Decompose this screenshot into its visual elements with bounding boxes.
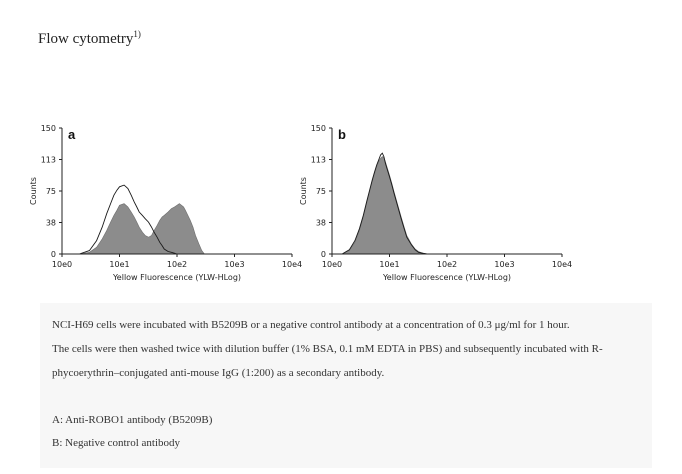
y-tick-label: 75 (315, 187, 326, 196)
x-axis-label: Yellow Fluorescence (YLW-HLog) (112, 273, 242, 282)
chart-svg (290, 118, 590, 293)
description-line-2: The cells were then washed twice with dilution buffer (1% BSA, 0.1 mM EDTA in PBS) and subsequently incubated with R- (52, 343, 603, 355)
x-tick-label: 10e4 (551, 260, 573, 269)
x-tick-label: 10e0 (321, 260, 343, 269)
y-axis-label: Counts (29, 177, 38, 205)
x-tick-label: 10e1 (379, 260, 400, 269)
y-tick-label: 113 (310, 155, 326, 165)
description-line-3: phycoerythrin–conjugated anti-mouse IgG (1:200) as a secondary antibody. (52, 367, 385, 379)
x-tick-label: 10e2 (436, 260, 458, 269)
x-tick-label: 10e3 (224, 260, 245, 269)
description-box (40, 303, 652, 468)
y-tick-label: 113 (40, 155, 56, 165)
y-tick-label: 38 (315, 218, 326, 228)
x-tick-label: 10e2 (166, 260, 188, 269)
chart-svg (20, 118, 320, 293)
legend-a: A: Anti-ROBO1 antibody (B5209B) (52, 414, 213, 426)
y-tick-label: 150 (40, 124, 56, 133)
y-tick-label: 75 (45, 187, 56, 196)
x-tick-label: 10e1 (109, 260, 130, 269)
title-footnote: 1) (133, 29, 141, 39)
panel-letter: b (338, 127, 346, 142)
y-tick-label: 150 (310, 124, 326, 133)
page-title: Flow cytometry$^{1)}$ (38, 29, 141, 47)
y-axis-label: Counts (299, 177, 308, 205)
description-line-1: NCI-H69 cells were incubated with B5209B or a negative control antibody at a concentration of 0.3 μg/ml for 1 hour. (52, 319, 570, 331)
histogram-panel-a (20, 118, 320, 293)
y-tick-label: 38 (45, 218, 56, 228)
y-tick-label: 0 (50, 250, 56, 259)
y-tick-label: 0 (320, 250, 326, 259)
histogram-panel-b (290, 118, 590, 293)
x-tick-label: 10e4 (281, 260, 303, 269)
series-filled-0 (79, 204, 204, 254)
x-axis-label: Yellow Fluorescence (YLW-HLog) (382, 273, 512, 282)
legend-b: B: Negative control antibody (52, 437, 180, 449)
x-tick-label: 10e3 (494, 260, 515, 269)
x-tick-label: 10e0 (51, 260, 73, 269)
panel-letter: a (68, 127, 76, 142)
